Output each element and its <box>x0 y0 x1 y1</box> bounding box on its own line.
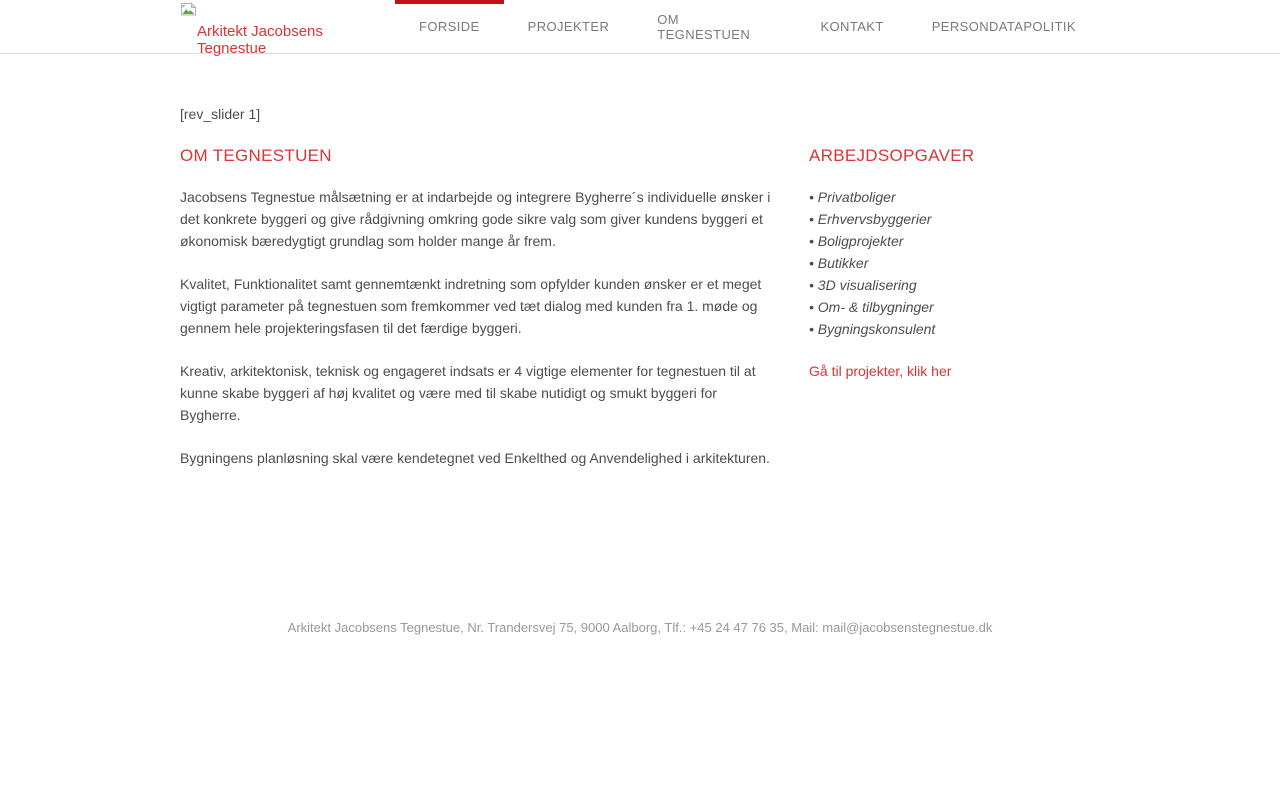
task-item: • Om- & tilbygninger <box>809 299 934 315</box>
about-section <box>180 122 781 490</box>
task-list <box>809 186 1100 340</box>
brand-alt-text: Arkitekt Jacobsens Tegnestue <box>197 23 323 57</box>
task-item: • 3D visualisering <box>809 277 917 293</box>
nav-item-om-tegnestuen[interactable]: OM TEGNESTUEN <box>657 11 751 42</box>
tasks-heading: ARBEJDSOPGAVER <box>809 146 975 165</box>
nav-item-kontakt[interactable]: KONTAKT <box>820 19 884 34</box>
task-item: • Bygningskonsulent <box>809 321 936 337</box>
task-item: • Erhvervsbyggerier <box>809 211 932 227</box>
task-item: • Privatboliger <box>809 189 896 205</box>
nav-item-persondatapolitik[interactable]: PERSONDATAPOLITIK <box>931 19 1076 34</box>
about-paragraph: Kvalitet, Funktionalitet samt gennemtænkt indretning som opfylder kunden ønsker er et meget vigtigt parameter på tegnestuen som fremkommer ved tæt dialog med kunden fra 1. møde og gennem hele projekteringsfasen til det færdige byggeri. <box>180 276 762 336</box>
nav-item-projekter[interactable]: PROJEKTER <box>527 19 610 34</box>
rev-slider-shortcode-text: [rev_slider 1] <box>180 106 261 122</box>
go-to-projects-link[interactable]: Gå til projekter, klik her <box>809 363 952 379</box>
about-heading: OM TEGNESTUEN <box>180 146 332 165</box>
site-footer <box>0 619 1280 637</box>
tasks-section <box>809 122 1100 490</box>
footer-contact-text: Arkitekt Jacobsens Tegnestue, Nr. Trandersvej 75, 9000 Aalborg, Tlf.: +45 24 47 76 35, Mail: mail@jacobsenstegnestue.dk <box>287 620 993 635</box>
main-content <box>180 106 1100 490</box>
about-paragraph: Bygningens planløsning skal være kendetegnet ved Enkelthed og Anvendelighed i arkitekturen. <box>180 450 770 466</box>
task-item: • Butikker <box>809 255 869 271</box>
brand-logo-broken-image-link[interactable] <box>180 0 395 57</box>
broken-image-icon <box>180 2 395 22</box>
about-paragraph: Kreativ, arkitektonisk, teknisk og engageret indsats er 4 vigtige elementer for tegnestuen til at kunne skabe byggeri af høj kvalitet og være med til skabe nutidigt og smukt byggeri for Bygherre. <box>180 363 756 423</box>
about-paragraph: Jacobsens Tegnestue målsætning er at indarbejde og integrere Bygherre´s individuelle ønsker i det konkrete byggeri og give rådgivning omkring gode sikre valg som giver kundens byggeri et økonomisk bæredygtigt grundlag som holder mange år frem. <box>180 189 771 249</box>
task-item: • Boligprojekter <box>809 233 904 249</box>
nav-item-forside[interactable]: FORSIDE <box>395 0 504 53</box>
main-nav <box>395 0 1100 53</box>
site-header <box>0 0 1280 57</box>
